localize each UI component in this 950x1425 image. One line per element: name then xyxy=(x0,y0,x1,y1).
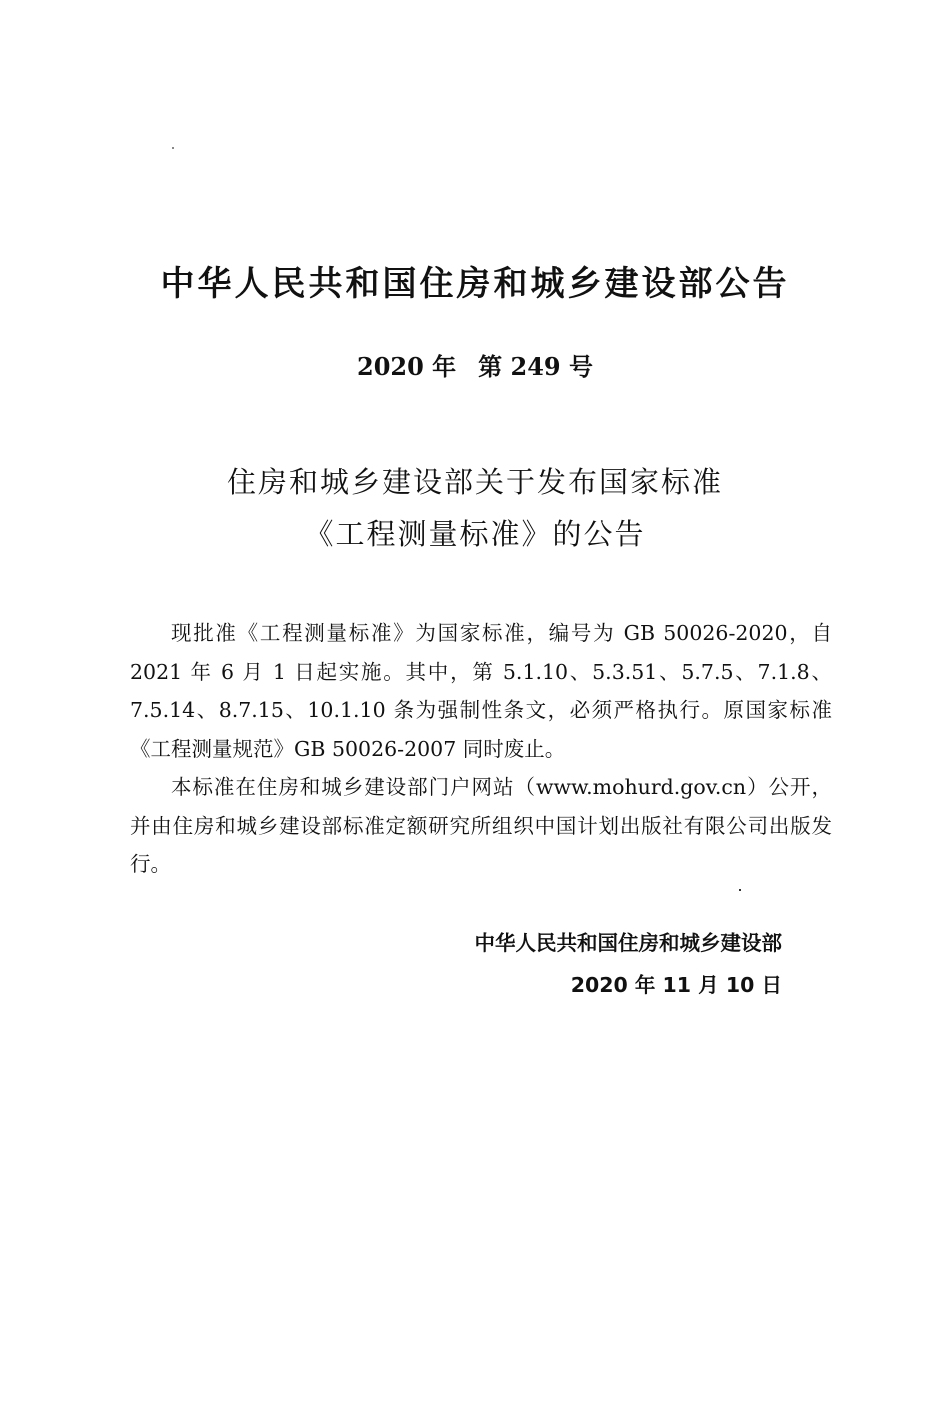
subject-line-1: 住房和城乡建设部关于发布国家标准 xyxy=(226,465,723,499)
issue-date: 2020 年 11 月 10 日 xyxy=(570,973,782,997)
announcement-subject xyxy=(0,456,950,560)
announcement-issue: 第 249 号 xyxy=(478,352,593,381)
issuer-name: 中华人民共和国住房和城乡建设部 xyxy=(474,931,782,955)
subject-line-2: 《工程测量标准》的公告 xyxy=(304,517,646,551)
body-paragraph-1: 现批准《工程测量标准》为国家标准，编号为 GB 50026-2020，自 2021 年 6 月 1 日起实施。其中，第 5.1.10、5.3.51、5.7.5、7.1.8、7.5.14、8.7.15、10.1.10 条为强制性条文，必须严格执行。原国家标准《工程测量规范》GB 50026-2007 同时废止。 xyxy=(130,621,832,761)
body-paragraph-2: 本标准在住房和城乡建设部门户网站（www.mohurd.gov.cn）公开，并由住房和城乡建设部标准定额研究所组织中国计划出版社有限公司出版发行。 xyxy=(130,775,832,876)
announcement-title: 中华人民共和国住房和城乡建设部公告 xyxy=(160,264,790,304)
scan-speck xyxy=(172,147,174,149)
signature-block xyxy=(475,922,783,1006)
announcement-year: 2020 年 xyxy=(357,352,457,381)
announcement-number xyxy=(0,349,950,385)
announcement-body xyxy=(130,614,832,884)
scan-speck xyxy=(739,889,741,891)
